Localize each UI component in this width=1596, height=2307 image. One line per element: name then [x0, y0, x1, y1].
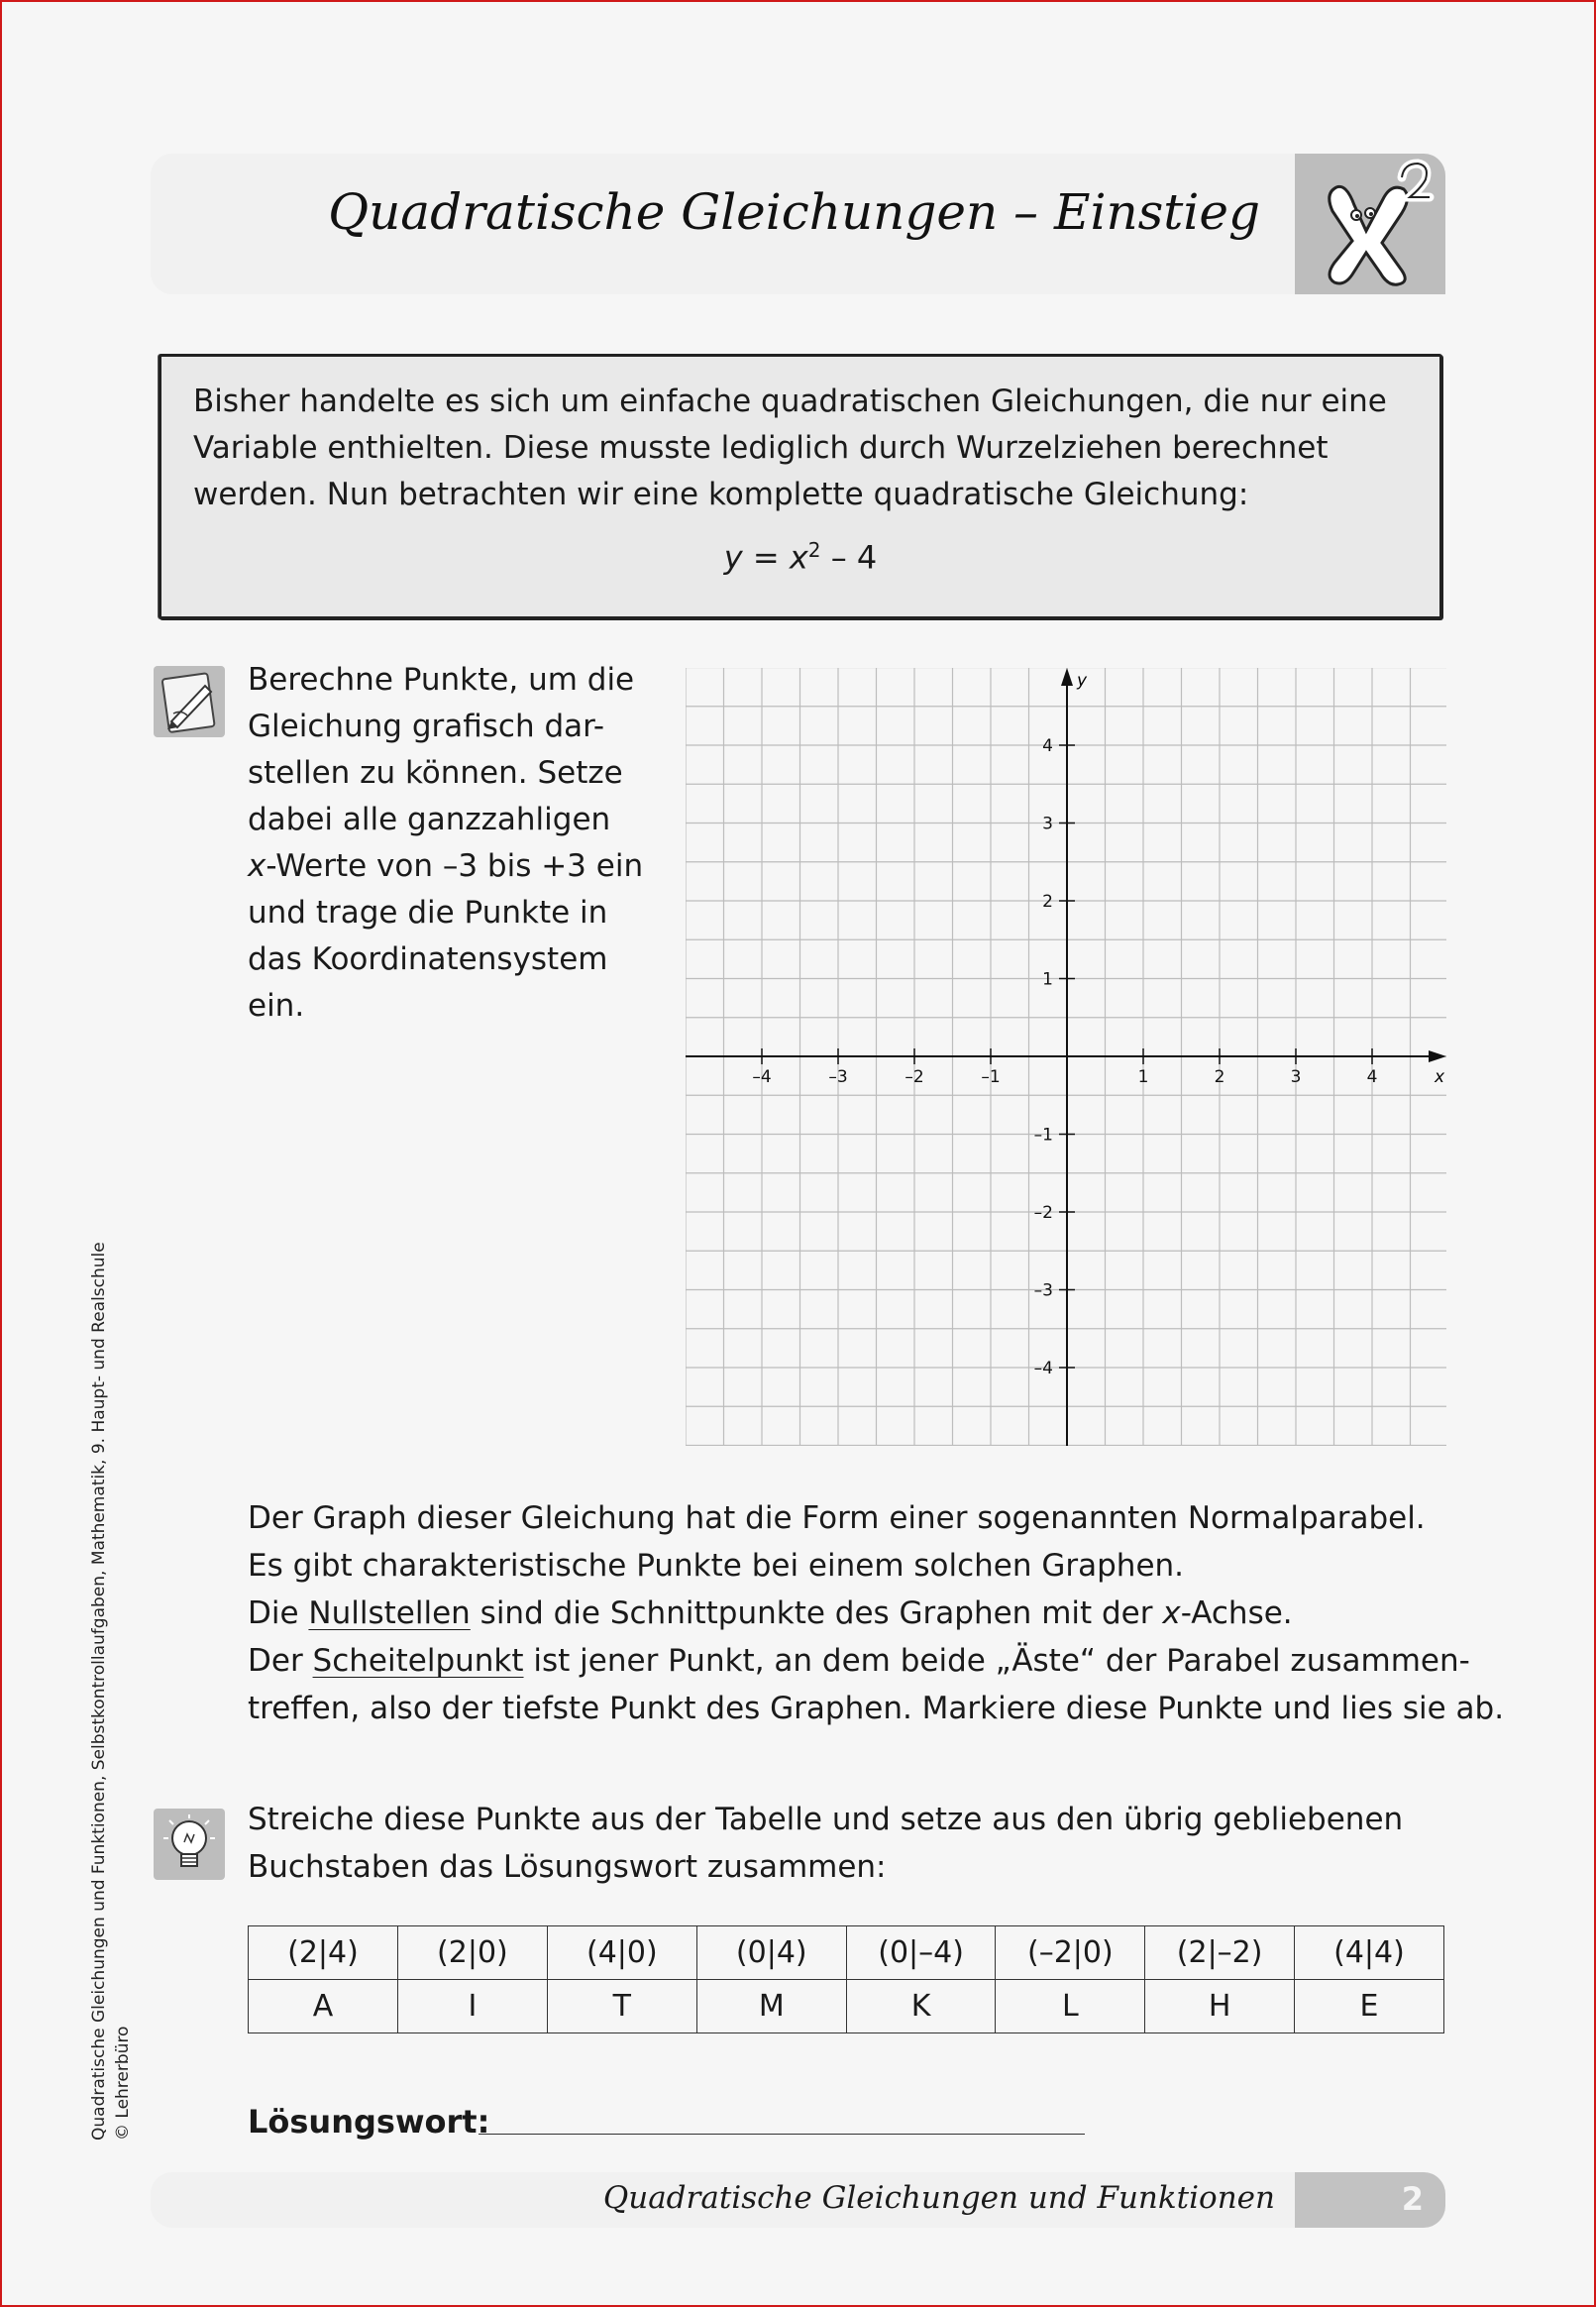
x-tick-label: 3 — [1290, 1067, 1302, 1087]
explanation-line: treffen, also der tiefste Punkt des Graphen. Markiere diese Punkte und lies sie ab. — [248, 1691, 1505, 1726]
coordinate-grid[interactable] — [686, 668, 1446, 1446]
x-tick-label: –4 — [752, 1067, 772, 1087]
term-nullstellen: Nullstellen — [308, 1595, 471, 1631]
letter-cell[interactable]: A — [249, 1980, 398, 2033]
pencil-writing-icon — [154, 666, 225, 737]
explanation-line: Der Graph dieser Gleichung hat die Form einer sogenannten Normalparabel. — [248, 1500, 1426, 1536]
intro-equation — [161, 538, 1439, 577]
x-axis-label: x — [1435, 1067, 1445, 1087]
x-tick-label: 4 — [1366, 1067, 1378, 1087]
task-line — [248, 843, 664, 890]
x-tick-label: 2 — [1214, 1067, 1225, 1087]
sidebar-line: Quadratische Gleichungen und Funktionen, Selbstkontrollaufgaben, Mathematik, 9. Haupt- und Realschule — [89, 1242, 109, 2141]
intro-line: Bisher handelte es sich um einfache quadratischen Gleichungen, die nur eine — [193, 384, 1387, 419]
task-line: ein. — [248, 988, 305, 1024]
point-cell[interactable]: (4|0) — [547, 1926, 696, 1980]
page-number-box — [1295, 2172, 1445, 2228]
intro-text — [193, 379, 1412, 518]
letter-cell[interactable]: E — [1295, 1980, 1444, 2033]
explanation-line — [248, 1637, 1470, 1685]
footer-title: Quadratische Gleichungen und Funktionen — [602, 2180, 1275, 2216]
coordinate-system[interactable] — [686, 668, 1446, 1446]
explanation-paragraph — [248, 1494, 1505, 1732]
y-axis-label: y — [1077, 671, 1088, 691]
equation-rhs: – 4 — [820, 538, 878, 577]
point-cell[interactable]: (2|0) — [397, 1926, 547, 1980]
x-tick-label: –1 — [981, 1067, 1001, 1087]
y-tick-label: –3 — [1033, 1280, 1053, 1301]
explanation-line: Es gibt charakteristische Punkte bei einem solchen Graphen. — [248, 1548, 1185, 1584]
answer-line[interactable] — [479, 2134, 1085, 2135]
x-squared-mascot-icon — [1295, 154, 1445, 294]
y-tick-label: 3 — [1042, 814, 1053, 834]
x-tick-label: –3 — [828, 1067, 848, 1087]
x-tick-label: –2 — [904, 1067, 924, 1087]
equation-lhs: y = x — [723, 538, 808, 577]
letter-cell[interactable]: T — [547, 1980, 696, 2033]
solution-line: Buchstaben das Lösungswort zusammen: — [248, 1849, 887, 1885]
intro-box — [159, 354, 1442, 619]
task-line: das Koordinatensystem — [248, 941, 608, 977]
equation-exponent: 2 — [807, 538, 821, 562]
letter-cell[interactable]: K — [846, 1980, 996, 2033]
task-line-text: -Werte von –3 bis +3 ein — [266, 848, 644, 884]
y-axis-arrow-icon — [1061, 668, 1073, 686]
point-cell[interactable]: (0|4) — [696, 1926, 846, 1980]
solution-line: Streiche diese Punkte aus der Tabelle und setze aus den übrig gebliebenen — [248, 1802, 1404, 1837]
letter-cell[interactable]: H — [1145, 1980, 1295, 2033]
intro-line: werden. Nun betrachten wir eine komplette quadratische Gleichung: — [193, 477, 1249, 512]
task-instructions — [248, 657, 664, 1030]
task-line: dabei alle ganzzahligen — [248, 802, 611, 837]
point-cell[interactable]: (4|4) — [1295, 1926, 1444, 1980]
explanation-variable: x — [1162, 1595, 1181, 1631]
x-tick-label: 1 — [1137, 1067, 1149, 1087]
intro-line: Variable enthielten. Diese musste lediglich durch Wurzelziehen berechnet — [193, 430, 1329, 466]
text-fragment: Die — [248, 1595, 309, 1631]
text-fragment: sind die Schnittpunkte des Graphen mit der — [470, 1595, 1163, 1631]
x-axis-arrow-icon — [1429, 1050, 1446, 1062]
letter-cell[interactable]: I — [397, 1980, 547, 2033]
table-row-points — [249, 1926, 1444, 1980]
sidebar-line: © Lehrerbüro — [113, 2026, 133, 2141]
page-title: Quadratische Gleichungen – Einstieg — [328, 183, 1260, 241]
solution-instructions — [248, 1796, 1456, 1891]
point-cell[interactable]: (–2|0) — [996, 1926, 1145, 1980]
task-line: Gleichung grafisch dar- — [248, 709, 605, 744]
page-number: 2 — [1401, 2180, 1424, 2218]
task-variable: x — [248, 848, 266, 884]
text-fragment: ist jener Punkt, an dem beide „Äste“ der Parabel zusammen- — [523, 1643, 1470, 1679]
task-line: stellen zu können. Setze — [248, 755, 623, 791]
task-line: und trage die Punkte in — [248, 895, 608, 931]
sidebar-copyright — [87, 1242, 135, 2141]
explanation-line — [248, 1590, 1456, 1637]
y-tick-label: 1 — [1042, 969, 1053, 990]
lightbulb-icon — [154, 1809, 225, 1880]
y-tick-label: –4 — [1033, 1359, 1053, 1378]
y-tick-label: –2 — [1033, 1203, 1053, 1223]
text-fragment: Der — [248, 1643, 313, 1679]
table-row-letters — [249, 1980, 1444, 2033]
letter-cell[interactable]: M — [696, 1980, 846, 2033]
solution-table — [248, 1925, 1444, 2033]
point-cell[interactable]: (2|–2) — [1145, 1926, 1295, 1980]
point-cell[interactable]: (0|–4) — [846, 1926, 996, 1980]
letter-cell[interactable]: L — [996, 1980, 1145, 2033]
y-tick-label: 4 — [1042, 736, 1053, 756]
y-tick-label: 2 — [1042, 892, 1053, 912]
y-tick-label: –1 — [1033, 1125, 1053, 1146]
text-fragment: -Achse. — [1180, 1595, 1293, 1631]
task-line: Berechne Punkte, um die — [248, 662, 635, 698]
answer-label: Lösungswort: — [248, 2103, 490, 2141]
term-scheitelpunkt: Scheitelpunkt — [312, 1643, 524, 1679]
point-cell[interactable]: (2|4) — [249, 1926, 398, 1980]
